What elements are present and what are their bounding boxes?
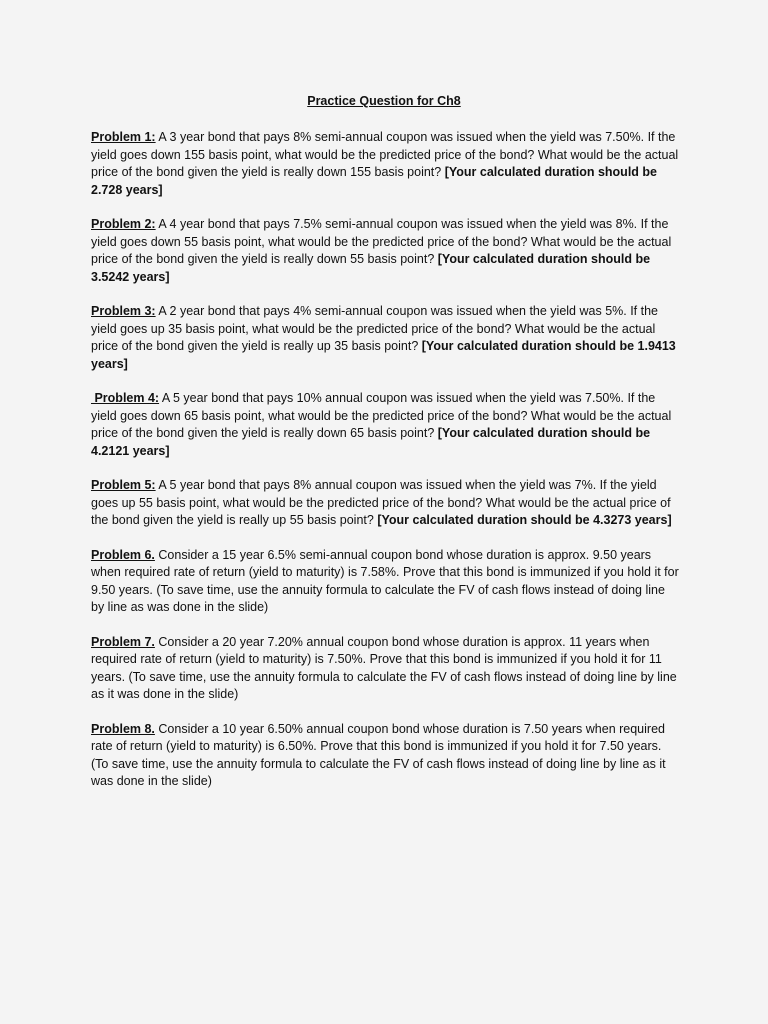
problem-5 xyxy=(91,477,681,530)
problem-text: A 2 year bond that pays 4% semi-annual coupon was issued when the yield was 5%. If the yield goes up 35 basis point, what would be the predicted price of the bond? What would be the actual price of the bond given the yield is really up 35 basis point? xyxy=(91,304,658,353)
problem-6 xyxy=(91,547,681,617)
duration-note: [Your calculated duration should be 2.728 years] xyxy=(91,165,657,197)
problem-label: Problem 1: xyxy=(91,130,156,144)
problem-label: Problem 3: xyxy=(91,304,156,318)
problem-3 xyxy=(91,303,681,373)
problem-label: Problem 4: xyxy=(91,391,160,405)
duration-note: [Your calculated duration should be 1.9413 years] xyxy=(91,339,676,371)
problem-label: Problem 7. xyxy=(91,634,155,649)
problem-label: Problem 6. xyxy=(91,547,155,562)
problem-text: A 4 year bond that pays 7.5% semi-annual coupon was issued when the yield was 8%. If the yield goes down 55 basis point, what would be the predicted price of the bond? What would be the actual price of the bond given the yield is really down 55 basis point? xyxy=(91,217,672,266)
problem-7 xyxy=(91,634,681,704)
problem-label: Problem 5: xyxy=(91,478,156,492)
problem-text: A 3 year bond that pays 8% semi-annual coupon was issued when the yield was 7.50%. If the yield goes down 155 basis point, what would be the predicted price of the bond? What would be the actual price of the bond given the yield is really down 155 basis point? xyxy=(91,130,679,179)
problem-text: Consider a 15 year 6.5% semi-annual coupon bond whose duration is approx. 9.50 years when required rate of return (yield to maturity) is 7.58%. Prove that this bond is immunized if you hold it for 9.50 years. (To save time, use the annuity formula to calculate the FV of cash flows instead of doing line by line as was done in the slide) xyxy=(91,547,679,614)
problem-text: A 5 year bond that pays 10% annual coupon was issued when the yield was 7.50%. If the yield goes down 65 basis point, what would be the predicted price of the bond? What would be the actual price of the bond given the yield is really down 65 basis point? xyxy=(91,391,672,440)
duration-note: [Your calculated duration should be 3.5242 years] xyxy=(91,252,651,284)
problem-label: Problem 2: xyxy=(91,217,156,231)
duration-note: [Your calculated duration should be 4.2121 years] xyxy=(91,426,651,458)
problem-text: A 5 year bond that pays 8% annual coupon was issued when the yield was 7%. If the yield goes up 55 basis point, what would be the predicted price of the bond? What would be the actual price of the bond given the yield is really up 55 basis point? xyxy=(91,478,671,527)
problem-list xyxy=(91,129,681,808)
problem-8 xyxy=(91,721,681,791)
problem-text: Consider a 10 year 6.50% annual coupon bond whose duration is 7.50 years when required rate of return (yield to maturity) is 6.50%. Prove that this bond is immunized if you hold it for 7.50 years. (To save time, use the annuity formula to calculate the FV of cash flows instead of doing line by line as it was done in the slide) xyxy=(91,721,666,788)
problem-4 xyxy=(91,390,681,460)
problem-label: Problem 8. xyxy=(91,721,155,736)
page-title: Practice Question for Ch8 xyxy=(307,94,461,108)
problem-2 xyxy=(91,216,681,286)
duration-note: [Your calculated duration should be 4.3273 years] xyxy=(377,513,672,527)
problem-1 xyxy=(91,129,681,199)
problem-text: Consider a 20 year 7.20% annual coupon bond whose duration is approx. 11 years when required rate of return (yield to maturity) is 7.50%. Prove that this bond is immunized if you hold it for 11 years. (To save time, use the annuity formula to calculate the FV of cash flows instead of doing line by line as it was done in the slide) xyxy=(91,634,677,701)
